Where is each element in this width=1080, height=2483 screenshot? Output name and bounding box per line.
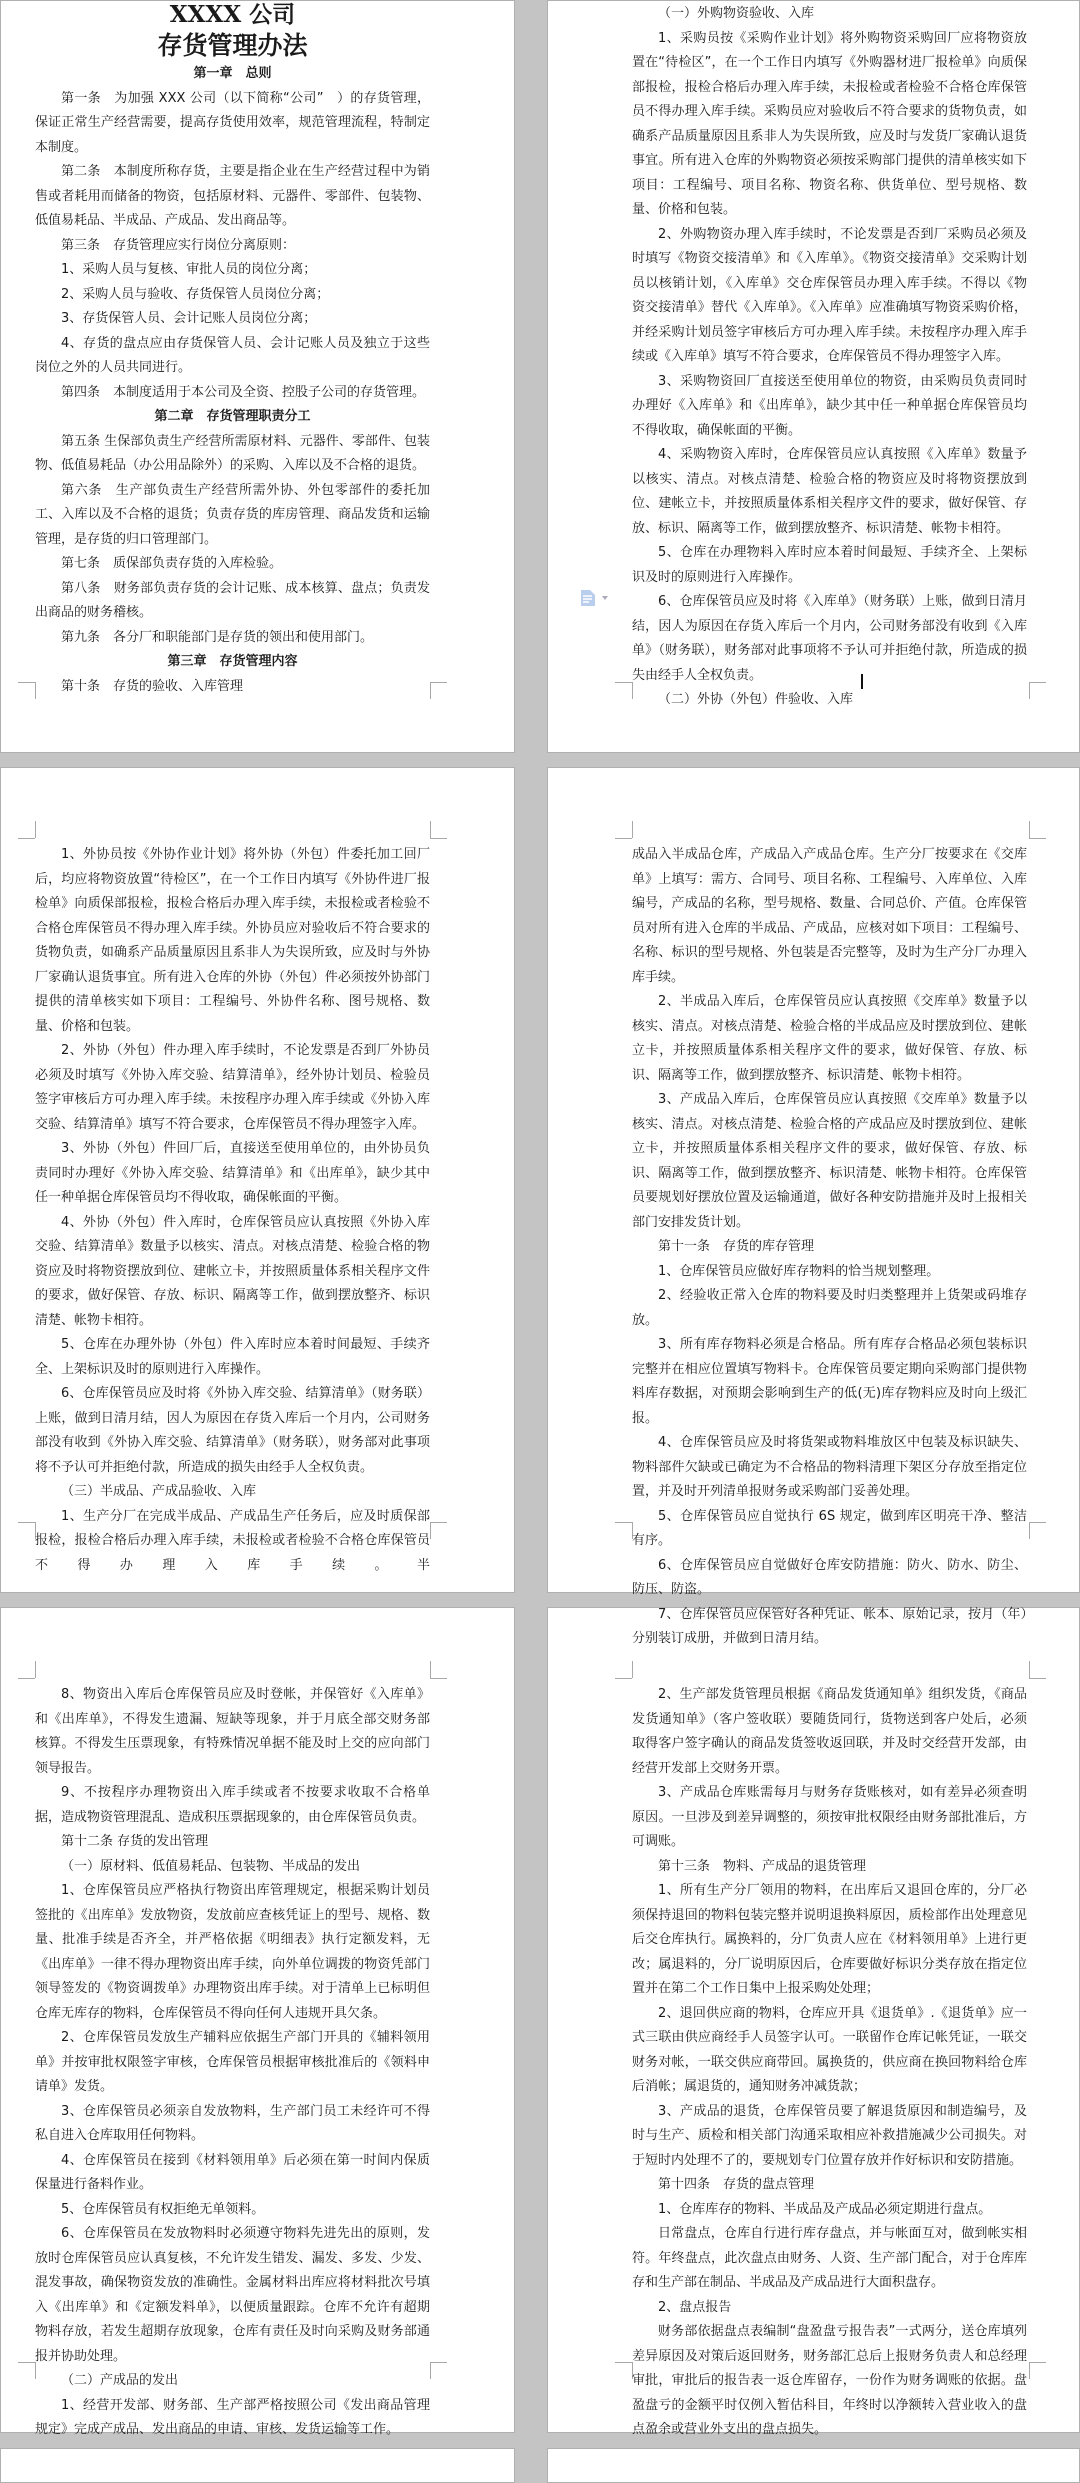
margin-corner-mark <box>615 2362 632 2363</box>
margin-corner-mark <box>615 1522 632 1523</box>
margin-corner-mark <box>18 1678 35 1679</box>
paragraph: 第五条 生保部负责生产经营所需原材料、元器件、零部件、包装物、低值易耗品（办公用品除外）的采购、入库以及不合格的退货。 <box>35 433 430 473</box>
paragraph: 1、所有生产分厂领用的物料，在出库后又退回仓库的，分厂必须保持退回的物料包装完整并说明退换料原因，质检部作出处理意见后交仓库执行。属换料的，分厂负责人应在《材料领用单》上进行更改；属退料的，分厂说明原因后，仓库要做好标识分类存放在指定位置并在第二个工作日集中上报采购处处理； <box>632 1883 1027 1996</box>
paragraph: 1、仓库保管员应严格执行物资出库管理规定，根据采购计划员签批的《出库单》发放物资，发放前应查核凭证上的型号、规格、数量、批准手续是否齐全，并严格依据《明细表》执行定额发料，无《出库单》一律不得办理物资出库手续，向外单位调拨的物资凭部门领导签发的《物资调拨单》办理物资出库手续。对于清单上已标明但仓库无库存的物料，仓库保管员不得向任何人违规开具欠条。 <box>35 1883 430 2021</box>
margin-corner-mark <box>430 838 447 839</box>
document-title: 存货管理办法 <box>157 31 308 60</box>
margin-corner-mark <box>1029 2362 1030 2379</box>
margin-corner-mark <box>1029 1522 1046 1523</box>
paragraph: 4、采购物资入库时，仓库保管员应认真按照《入库单》数量予以核实、清点。对核点清楚、检验合格的物资应及时将物资摆放到位、建帐立卡，并按照质量体系相关程序文件的要求，做好保管、存放、标识、隔离等工作，做到摆放整齐、标识清楚、帐物卡相符。 <box>632 447 1027 536</box>
paragraph: 1、生产分厂在完成半成品、产成品生产任务后，应及时质保部报检，报检合格后办理入库手续，未报检或者检验不合格仓库保管员不得办理入库手续。半 <box>35 1508 430 1573</box>
paragraph: （一）外购物资验收、入库 <box>658 6 815 21</box>
paragraph: 2、经验收正常入仓库的物料要及时归类整理并上货架或码堆存放。 <box>632 1288 1027 1328</box>
paragraph: 7、仓库保管员应保管好各种凭证、帐本、原始记录，按月（年）分别装订成册，并做到日清月结。 <box>632 1606 1027 1646</box>
paragraph: 1、经营开发部、财务部、生产部严格按照公司《发出商品管理规定》完成产成品、发出商品的申请、审核、发货运输等工作。 <box>35 2397 430 2437</box>
paragraph: 2、外协（外包）件办理入库手续时，不论发票是否到厂外协员必须及时填写《外协入库交验、结算清单》，经外协计划员、检验员签字审核后方可办理入库手续。未按程序办理入库手续或《外协入库交验、结算清单》填写不符合要求，仓库保管员不得办理签字入库。 <box>35 1043 430 1132</box>
paragraph: 2、外购物资办理入库手续时，不论发票是否到厂采购员必须及时填写《物资交接清单》和《入库单》。《物资交接清单》交采购计划员以核销计划，《入库单》交仓库保管员办理入库手续。不得以《物资交接清单》替代《入库单》。《入库单》应准确填写物资采购价格，并经采购计划员签字审核后方可办理入库手续。未按程序办理入库手续或《入库单》填写不符合要求，仓库保管员不得办理签字入库。 <box>632 226 1027 364</box>
paragraph: 4、存货的盘点应由存货保管人员、会计记账人员及独立于这些岗位之外的人员共同进行。 <box>35 335 430 375</box>
paragraph: 第十条 存货的验收、入库管理 <box>61 678 244 694</box>
paragraph: 2、半成品入库后，仓库保管员应认真按照《交库单》数量予以核实、清点。对核点清楚、检验合格的半成品应及时摆放到位、建帐立卡，并按照质量体系相关程序文件的要求，做好保管、存放、标识、隔离等工作，做到摆放整齐、标识清楚、帐物卡相符。 <box>632 994 1027 1083</box>
paragraph: 6、仓库保管员应及时将《外协入库交验、结算清单》（财务联）上账，做到日清月结，因人为原因在存货入库后一个月内，公司财务部没有收到《外协入库交验、结算清单》（财务联），财务部对此事项将不予认可并拒绝付款，所造成的损失由经手人全权负责。 <box>35 1386 430 1475</box>
paragraph: 4、外协（外包）件入库时，仓库保管员应认真按照《外协入库交验、结算清单》数量予以核实、清点。对核点清楚、检验合格的物资应及时将物资摆放到位、建帐立卡，并按照质量体系相关程序文件的要求，做好保管、存放、标识、隔离等工作，做到摆放整齐、标识清楚、帐物卡相符。 <box>35 1214 430 1328</box>
page-text-3[interactable] <box>35 843 430 1578</box>
chapter-heading: 第一章 总则 <box>193 66 272 81</box>
paragraph: 3、仓库保管员必须亲自发放物料，生产部门员工未经许可不得私自进入仓库取用任何物料。 <box>35 2103 430 2143</box>
paragraph: 5、仓库在办理物料入库时应本着时间最短、手续齐全、上架标识及时的原则进行入库操作。 <box>632 545 1027 585</box>
paragraph: 5、仓库保管员应自觉执行 6S 规定，做到库区明亮干净、整洁有序。 <box>632 1508 1027 1548</box>
paragraph: 财务部依据盘点表编制“盘盈盘亏报告表”一式两分，送仓库填列差异原因及对策后返回财务，财务部汇总后上报财务负责人和总经理审批，审批后的报告表一返仓库留存，一份作为财务调账的依据。盘盈盘亏的金额平时仅例入暂估科目，年终时以净额转入营业收入的盘点盈余或营业外支出的盘点损失。 <box>632 2324 1027 2437</box>
paragraph: （三）半成品、产成品验收、入库 <box>61 1484 257 1499</box>
margin-corner-mark <box>430 2362 447 2363</box>
margin-corner-mark <box>430 821 431 838</box>
paragraph: 3、产成品仓库账需每月与财务存货账核对，如有差异必须查明原因。一旦涉及到差异调整的，须按审批权限经由财务部批准后，方可调账。 <box>632 1785 1027 1849</box>
page-text-6[interactable] <box>632 1683 1027 2443</box>
company-title: XXXX 公司 <box>169 1 296 28</box>
paragraph: 2、仓库保管员发放生产辅料应依据生产部门开具的《辅料领用单》并按审批权限签字审核，仓库保管员根据审核批准后的《领料申请单》发货。 <box>35 2030 430 2094</box>
paragraph: 2、生产部发货管理员根据《商品发货通知单》组织发货，《商品发货通知单》（客户签收联）要随货同行，货物送到客户处后，必须取得客户签字确认的商品发货签收返回联，并及时交经营开发部，由经营开发部上交财务开票。 <box>632 1687 1027 1776</box>
paragraph: 1、采购员按《采购作业计划》将外购物资采购回厂应将物资放置在“待检区”，在一个工作日内填写《外购器材进厂报检单》向质保部报检，报检合格后办理入库手续，未报检或者检验不合格仓库保管员不得办理入库手续。采购员应对验收后不符合要求的货物负责，如确系产品质量原因且系非人为失误所致，应及时与发货厂家确认退货事宜。所有进入仓库的外购物资必须按采购部门提供的清单核实如下项目：工程编号、项目名称、物资名称、供货单位、型号规格、数量、价格和包装。 <box>632 30 1027 217</box>
paragraph: （一）原材料、低值易耗品、包装物、半成品的发出 <box>61 1858 361 1874</box>
paragraph: 第八条 财务部负责存货的会计记账、成本核算、盘点；负责发出商品的财务稽核。 <box>35 580 430 620</box>
paragraph: 第四条 本制度适用于本公司及全资、控股子公司的存货管理。 <box>61 384 426 400</box>
margin-corner-mark <box>1029 1661 1030 1678</box>
document-page[interactable] <box>547 2448 1080 2483</box>
paragraph: 2、盘点报告 <box>658 2299 732 2315</box>
margin-corner-mark <box>1029 2362 1046 2363</box>
margin-corner-mark <box>1029 821 1030 838</box>
paragraph: 1、采购人员与复核、审批人员的岗位分离； <box>61 262 317 277</box>
paragraph: 1、仓库保管员应做好库存物料的恰当规划整理。 <box>658 1263 940 1279</box>
page-text-1[interactable] <box>35 0 430 699</box>
margin-corner-mark <box>430 1678 447 1679</box>
paragraph: 5、仓库在办理外协（外包）件入库时应本着时间最短、手续齐全、上架标识及时的原则进行入库操作。 <box>35 1337 430 1377</box>
chapter-heading: 第二章 存货管理职责分工 <box>154 409 311 424</box>
page-text-2[interactable] <box>632 2 1027 713</box>
margin-corner-mark <box>1029 1678 1046 1679</box>
paragraph: 2、退回供应商的物料，仓库应开具《退货单》.《退货单》应一式三联由供应商经手人员签字认可。一联留作仓库记帐凭证，一联交财务对帐，一联交供应商带回。属换货的，供应商在换回物料给仓库后消帐；属退货的，通知财务冲减货款； <box>632 2005 1027 2094</box>
text-cursor <box>861 674 863 689</box>
paragraph: 5、仓库保管员有权拒绝无单领料。 <box>61 2201 265 2217</box>
margin-corner-mark <box>430 682 431 699</box>
page-text-5[interactable] <box>35 1683 430 2443</box>
margin-corner-mark <box>430 682 447 683</box>
paragraph: 3、产成品的退货，仓库保管员要了解退货原因和制造编号，及时与生产、质检和相关部门沟通采取相应补救措施减少公司损失。对于短时内处理不了的，要规划专门位置存放并作好标识和安防措施。 <box>632 2103 1027 2168</box>
margin-corner-mark <box>615 682 632 683</box>
margin-corner-mark <box>615 1678 632 1679</box>
margin-corner-mark <box>35 1661 36 1678</box>
margin-corner-mark <box>430 1661 431 1678</box>
margin-corner-mark <box>632 1661 633 1678</box>
margin-corner-mark <box>632 821 633 838</box>
margin-corner-mark <box>430 2362 431 2379</box>
margin-corner-mark <box>18 682 35 683</box>
paragraph: 第三条 存货管理应实行岗位分离原则： <box>61 237 296 253</box>
margin-corner-mark <box>18 1522 35 1523</box>
paragraph: 第一条 为加强 XXX 公司（以下简称“公司” ）的存货管理，保证正常生产经营需要，提高存货使用效率，规范管理流程，特制定本制度。 <box>35 90 430 155</box>
paragraph: 6、仓库保管员应自觉做好仓库安防措施：防火、防水、防尘、防压、防盗。 <box>632 1557 1027 1597</box>
paragraph: 第六条 生产部负责生产经营所需外协、外包零部件的委托加工、入库以及不合格的退货；负责存货的库房管理、商品发货和运输管理，是存货的归口管理部门。 <box>35 482 430 547</box>
margin-corner-mark <box>35 821 36 838</box>
paragraph: 3、产成品入库后，仓库保管员应认真按照《交库单》数量予以核实、清点。对核点清楚、检验合格的产成品应及时摆放到位、建帐立卡，并按照质量体系相关程序文件的要求，做好保管、存放、标识、隔离等工作，做到摆放整齐、标识清楚、帐物卡相符。仓库保管员要规划好摆放位置及运输通道，做好各种安防措施并及时上报相关部门安排发货计划。 <box>632 1092 1027 1230</box>
paragraph: 9、不按程序办理物资出入库手续或者不按要求收取不合格单据，造成物资管理混乱、造成积压票据现象的，由仓库保管员负责。 <box>35 1785 430 1825</box>
paragraph: 第十二条 存货的发出管理 <box>61 1834 209 1849</box>
paragraph: 8、物资出入库后仓库保管员应及时登帐，并保管好《入库单》和《出库单》，不得发生遗漏、短缺等现象，并于月底全部交财务部核算。不得发生压票现象，有特殊情况单据不能及时上交的应向部门领导报告。 <box>35 1687 430 1776</box>
page-text-4[interactable] <box>632 843 1027 1652</box>
chapter-heading: 第三章 存货管理内容 <box>167 654 298 669</box>
paragraph: （二）外协（外包）件验收、入库 <box>658 692 854 707</box>
margin-corner-mark <box>615 838 632 839</box>
paragraph: （二）产成品的发出 <box>61 2373 179 2388</box>
chevron-down-icon[interactable] <box>602 596 608 600</box>
margin-corner-mark <box>1029 682 1046 683</box>
margin-corner-mark <box>1029 838 1046 839</box>
paragraph: 6、仓库保管员在发放物料时必须遵守物料先进先出的原则，发放时仓库保管员应认真复核，不允许发生错发、漏发、多发、少发、混发事故，确保物资发放的准确性。金属材料出库应将材料批次号填入《出库单》和《定额发料单》，以便质量跟踪。仓库不允许有超期物料存放，若发生超期存放现象，仓库有责任及时向采购及财务部通报并协助处理。 <box>35 2226 430 2364</box>
paragraph: 1、外协员按《外协作业计划》将外协（外包）件委托加工回厂后，均应将物资放置“待检区”，在一个工作日内填写《外协件进厂报检单》向质保部报检，报检合格后办理入库手续，未报检或者检验不合格仓库保管员不得办理入库手续。外协员应对验收后不符合要求的货物负责，如确系产品质量原因且系非人为失误所致，应及时与外协厂家确认退货事宜。所有进入仓库的外协（外包）件必须按外协部门提供的清单核实如下项目：工程编号、外协件名称、图号规格、数量、价格和包装。 <box>35 847 430 1034</box>
paragraph: 1、仓库库存的物料、半成品及产成品必须定期进行盘点。 <box>658 2201 992 2217</box>
paragraph: 3、外协（外包）件回厂后，直接送至使用单位的，由外协员负责同时办理好《外协入库交验、结算清单》和《出库单》，缺少其中任一种单据仓库保管员均不得收取，确保帐面的平衡。 <box>35 1141 430 1205</box>
paragraph: 2、采购人员与验收、存货保管人员岗位分离； <box>61 286 330 302</box>
paragraph: 第二条 本制度所称存货，主要是指企业在生产经营过程中为销售或者耗用而储备的物资，包括原材料、元器件、零部件、包装物、低值易耗品、半成品、产成品、发出商品等。 <box>35 164 430 228</box>
margin-corner-mark <box>1029 1522 1030 1539</box>
paste-options-icon[interactable] <box>580 589 596 607</box>
paragraph: 6、仓库保管员应及时将《入库单》（财务联）上账，做到日清月结，因人为原因在存货入库后一个月内，公司财务部没有收到《入库单》（财务联），财务部对此事项将不予认可并拒绝付款，所造成的损失由经手人全权负责。 <box>632 594 1027 683</box>
document-page[interactable] <box>0 2448 515 2483</box>
margin-corner-mark <box>430 1522 431 1539</box>
paragraph: 第七条 质保部负责存货的入库检验。 <box>61 556 283 571</box>
paragraph: 3、所有库存物料必须是合格品。所有库存合格品必须包装标识完整并在相应位置填写物料卡。仓库保管员要定期向采购部门提供物料库存数据，对预期会影响到生产的低(无)库存物料应及时向上级汇报。 <box>632 1337 1027 1426</box>
paragraph: 3、存货保管人员、会计记账人员岗位分离； <box>61 311 317 326</box>
paragraph: 4、仓库保管员在接到《材料领用单》后必须在第一时间内保质保量进行备料作业。 <box>35 2152 430 2192</box>
paragraph: 第十四条 存货的盘点管理 <box>658 2177 815 2192</box>
margin-corner-mark <box>1029 682 1030 699</box>
paragraph: 成品入半成品仓库，产成品入产成品仓库。生产分厂按要求在《交库单》上填写：需方、合同号、项目名称、工程编号、入库单位、入库编号，产成品的名称，型号规格、数量、合同总价、产值。仓库保管员对所有进入仓库的半成品、产成品，应核对如下项目：工程编号、名称、标识的型号规格、外包装是否完整等，及时为生产分厂办理入库手续。 <box>632 847 1027 985</box>
paragraph: 3、采购物资回厂直接送至使用单位的物资，由采购员负责同时办理好《入库单》和《出库单》，缺少其中任一种单据仓库保管员均不得收取，确保帐面的平衡。 <box>632 373 1027 438</box>
paragraph: 第十三条 物料、产成品的退货管理 <box>658 1858 867 1874</box>
margin-corner-mark <box>430 1522 447 1523</box>
paragraph: 第十一条 存货的库存管理 <box>658 1239 815 1254</box>
margin-corner-mark <box>18 2362 35 2363</box>
paragraph: 日常盘点，仓库自行进行库存盘点，并与帐面互对，做到帐实相符。年终盘点，此次盘点由财务、人资、生产部门配合，对于仓库库存和生产部在制品、半成品及产成品进行大面积盘存。 <box>632 2226 1027 2290</box>
paragraph: 第九条 各分厂和职能部门是存货的领出和使用部门。 <box>61 629 374 645</box>
paragraph: 4、仓库保管员应及时将货架或物料堆放区中包装及标识缺失、物料部件欠缺或已确定为不合格品的物料清理下架区分存放至指定位置，并及时开列清单报财务或采购部门妥善处理。 <box>632 1435 1027 1499</box>
margin-corner-mark <box>18 838 35 839</box>
